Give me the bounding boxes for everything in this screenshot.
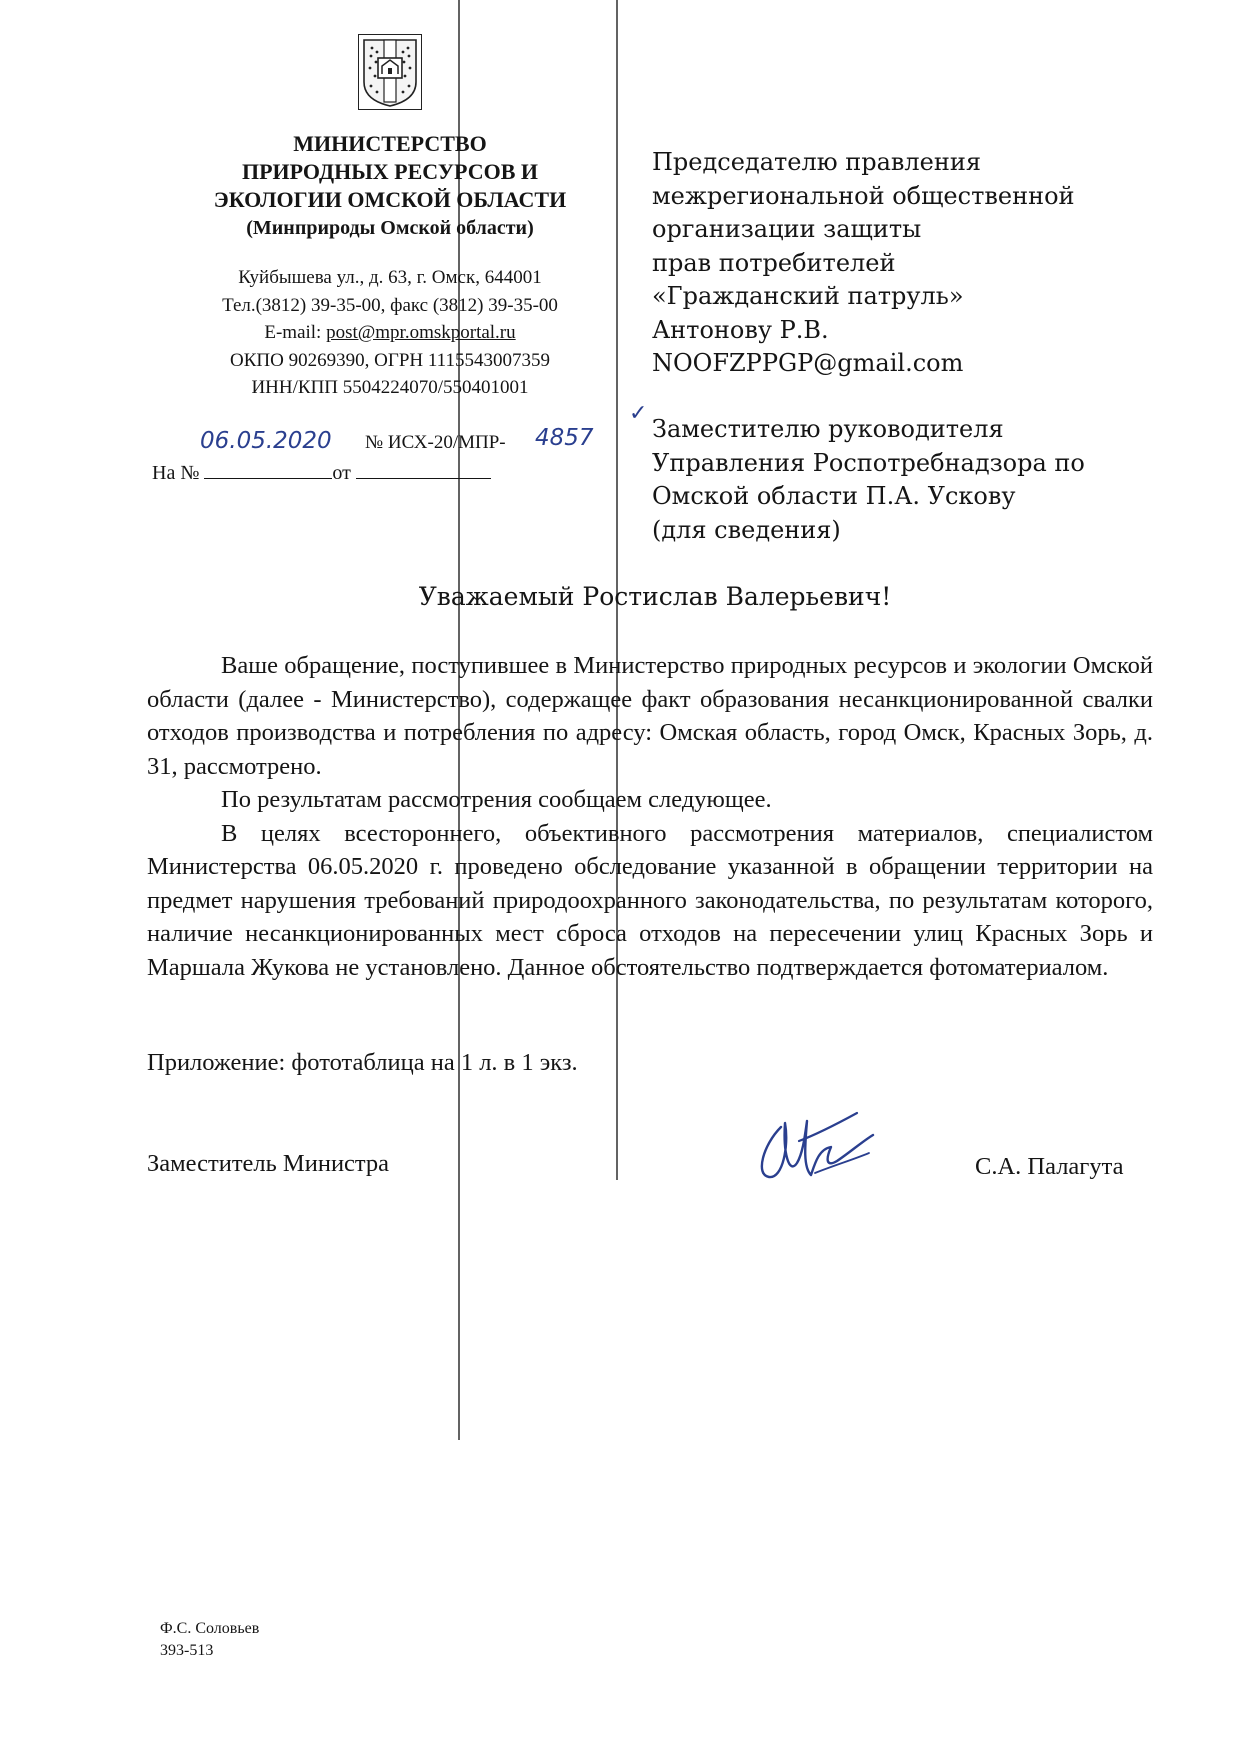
addressee-primary [652,146,1075,381]
executor-info [160,1618,259,1662]
letter-body [147,649,1153,984]
addressee-line: прав потребителей [652,248,896,277]
addressee-secondary [652,413,1085,547]
reference-line [152,462,491,485]
addressee-line: межрегиональной общественной [652,181,1075,210]
reference-date-blank [356,463,491,479]
registration-date-handwritten: 06.05.2020 [200,428,332,454]
coat-of-arms-emblem [358,34,422,110]
signatory-name: С.А. Палагута [975,1153,1124,1180]
from-label: от [332,462,351,484]
addressee-line: Антонову Р.В. [652,315,829,344]
attachment-note: Приложение: фототаблица на 1 л. в 1 экз. [147,1049,578,1076]
registration-number-prefix: № ИСХ-20/МПР- [365,432,506,453]
org-name-line: МИНИСТЕРСТВО [293,131,487,156]
email-label: E-mail: [264,322,327,343]
reference-number-blank [204,463,332,479]
executor-phone: 393-513 [160,1642,214,1659]
org-address: Куйбышева ул., д. 63, г. Омск, 644001 [238,267,542,288]
addressee-line: Председателю правления [652,148,982,176]
org-short-name: (Минприроды Омской области) [246,217,534,239]
checkmark-icon: ✓ [629,400,648,425]
addressee-line: Омской области П.А. Ускову [652,482,1016,510]
signatory-title: Заместитель Министра [147,1150,390,1177]
handwritten-signature [745,1105,875,1200]
org-contacts [135,264,645,402]
addressee-line: (для сведения) [652,515,841,544]
org-inn-kpp: ИНН/КПП 5504224070/550401001 [251,377,529,398]
org-email-line [135,319,645,347]
reference-label: На № [152,462,200,484]
org-name-line: ПРИРОДНЫХ РЕСУРСОВ И [241,159,539,184]
registration-number-handwritten: 4857 [535,425,594,451]
greeting: Уважаемый Ростислав Валерьевич! [418,582,892,611]
letterhead [135,34,645,402]
org-okpo-ogrn: ОКПО 90269390, ОГРН 1115543007359 [230,349,550,371]
body-paragraph: В целях всестороннего, объективного рассмотрения материалов, специалистом Министерства 06.05.2020 г. проведено обследование указанной в обращении территории на предмет нарушения требований природоохранного законодательства, по результатам которого, наличие несанкционированных мест сброса отходов на пересечении улиц Красных Зорь и Маршала Жукова не установлено. Данное обстоятельство подтверждается фотоматериалом. [147,819,1153,981]
addressee-line: «Гражданский патруль» [652,282,964,310]
body-paragraph: Ваше обращение, поступившее в Министерство природных ресурсов и экологии Омской области (далее - Министерство), содержащее факт образования несанкционированной свалки отходов производства и потребления по адресу: Омская область, город Омск, Красных Зорь, д. 31, рассмотрено. [147,652,1153,780]
addressee-line: организации защиты [652,215,922,243]
executor-name: Ф.С. Соловьев [160,1620,260,1637]
org-email-link[interactable]: post@mpr.omskportal.ru [326,322,516,343]
org-name-line: ЭКОЛОГИИ ОМСКОЙ ОБЛАСТИ [213,187,567,212]
addressee-line: Заместителю руководителя [652,415,1004,443]
addressee-email: NOOFZPPGP@gmail.com [652,349,964,377]
org-phone: Тел.(3812) 39-35-00, факс (3812) 39-35-00 [222,294,558,316]
body-paragraph: По результатам рассмотрения сообщаем следующее. [221,786,772,813]
addressee-line: Управления Роспотребнадзора по [652,448,1085,477]
